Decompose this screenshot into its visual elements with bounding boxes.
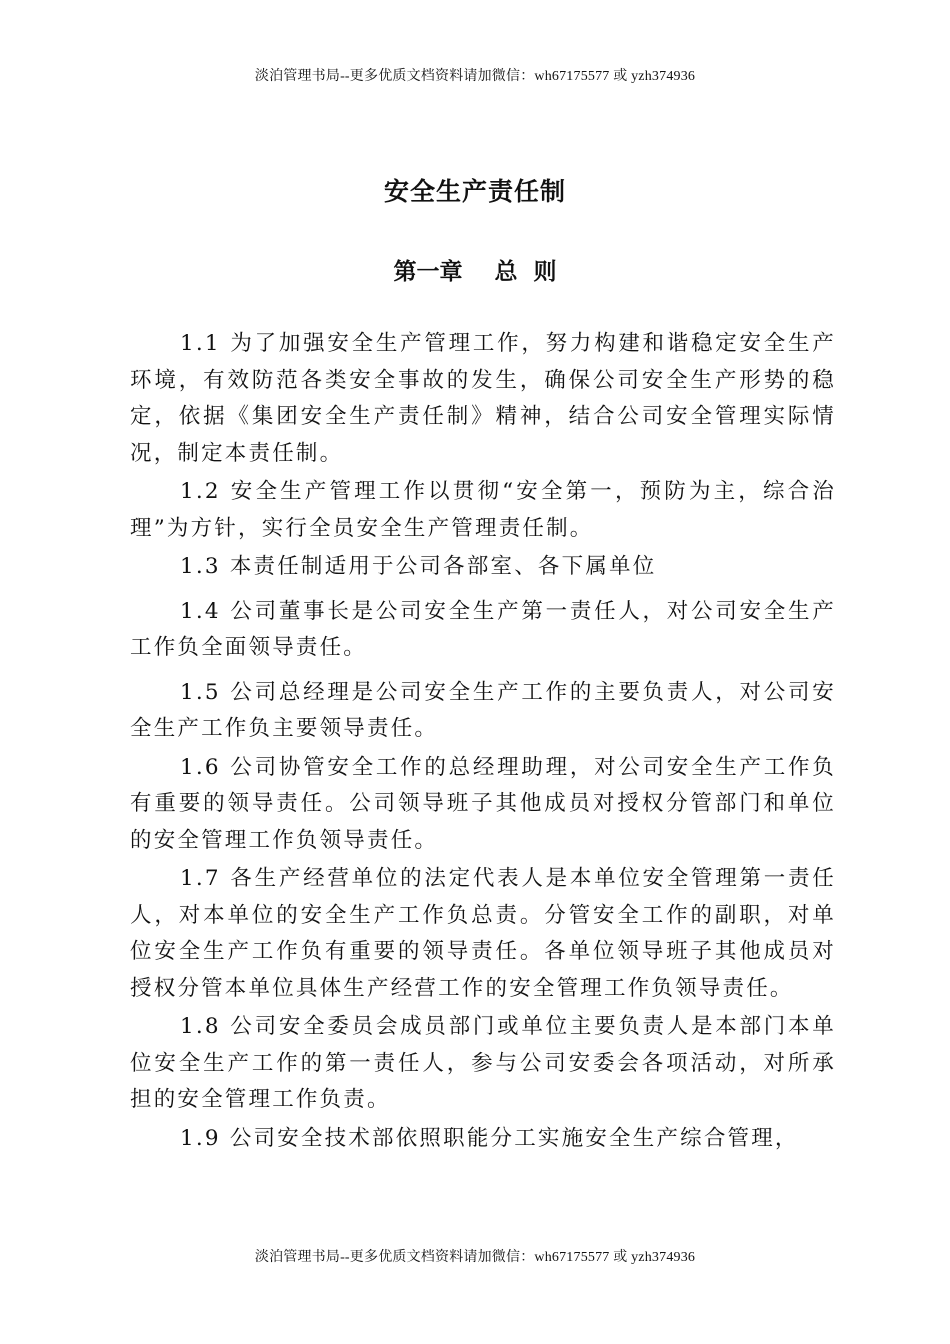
paragraph-1-4: 1.4 公司董事长是公司安全生产第一责任人，对公司安全生产工作负全面领导责任。 (130, 598, 836, 660)
paragraph-1-1: 1.1 为了加强安全生产管理工作，努力构建和谐稳定安全生产环境，有效防范各类安全事故的发生，确保公司安全生产形势的稳定，依据《集团安全生产责任制》精神，结合公司安全管理实际情况，制定本责任制。 (130, 331, 836, 466)
page-footer-note: 淡泊管理书局--更多优质文档资料请加微信：wh67175577 或 yzh374936 (254, 1250, 696, 1265)
paragraph-1-5: 1.5 公司总经理是公司安全生产工作的主要负责人，对公司安全生产工作负主要领导责任。 (130, 679, 836, 741)
paragraph-1-2: 1.2 安全生产管理工作以贯彻“安全第一，预防为主，综合治理”为方针，实行全员安全生产管理责任制。 (130, 479, 836, 541)
page-header-note: 淡泊管理书局--更多优质文档资料请加微信：wh67175577 或 yzh374936 (254, 69, 696, 84)
document-title: 安全生产责任制 (383, 177, 566, 206)
paragraph-1-3: 1.3 本责任制适用于公司各部室、各下属单位 (180, 554, 657, 579)
paragraph-1-6: 1.6 公司协管安全工作的总经理助理，对公司安全生产工作负有重要的领导责任。公司领导班子其他成员对授权分管部门和单位的安全管理工作负领导责任。 (130, 754, 836, 853)
paragraph-1-8: 1.8 公司安全委员会成员部门或单位主要负责人是本部门本单位安全生产工作的第一责任人，参与公司安委会各项活动，对所承担的安全管理工作负责。 (130, 1014, 836, 1112)
paragraph-1-7: 1.7 各生产经营单位的法定代表人是本单位安全管理第一责任人，对本单位的安全生产工作负总责。分管安全工作的副职，对单位安全生产工作负有重要的领导责任。各单位领导班子其他成员对授权分管本单位具体生产经营工作的安全管理工作负领导责任。 (130, 866, 836, 1001)
paragraph-1-9: 1.9 公司安全技术部依照职能分工实施安全生产综合管理， (180, 1125, 799, 1151)
document-body (130, 326, 836, 1159)
chapter-heading: 第一章 总 则 (393, 259, 557, 285)
